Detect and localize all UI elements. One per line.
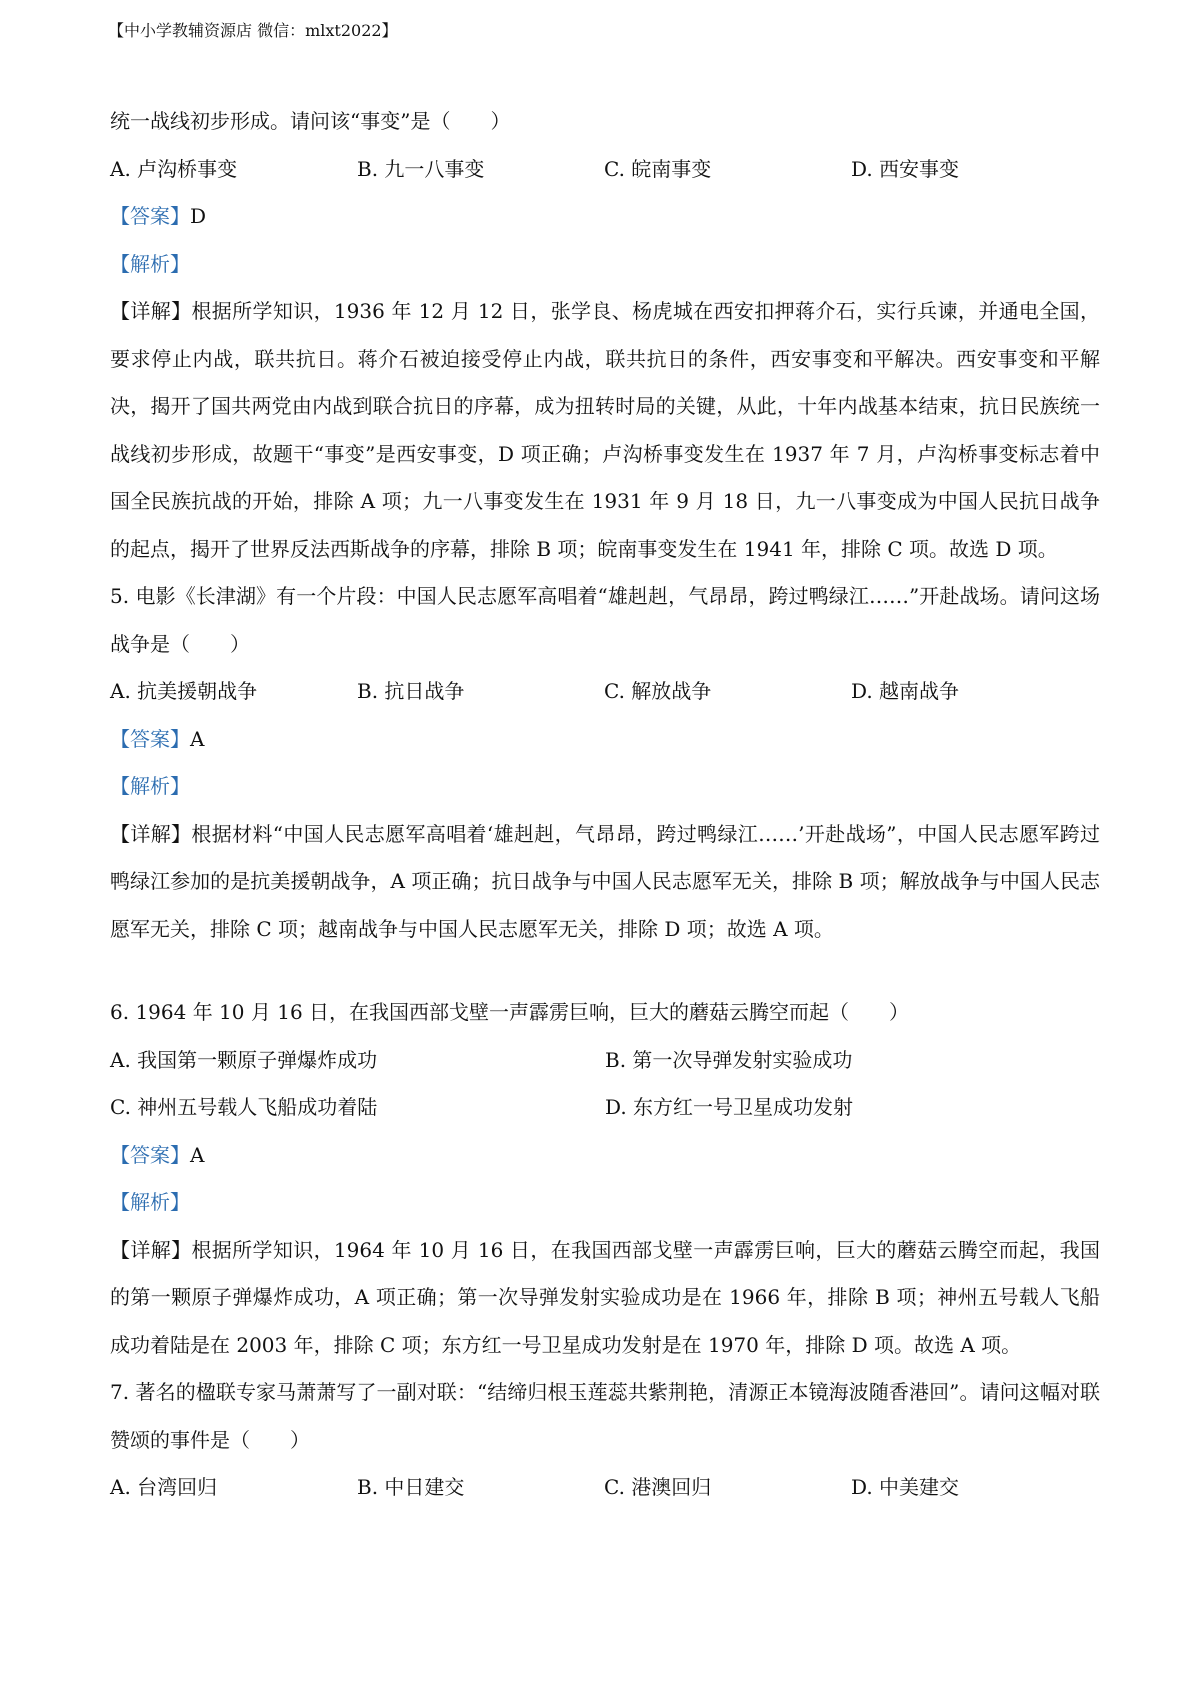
detail-tag: 【详解】 [110,299,192,323]
q6-detail [110,1227,1100,1370]
detail-text: 根据材料“中国人民志愿军高唱着‘雄赳赳，气昂昂，跨过鸭绿江……’开赴战场”，中国人民志愿军跨过鸭绿江参加的是抗美援朝战争，A 项正确；抗日战争与中国人民志愿军无关，排除 B 项；解放战争与中国人民志愿军无关，排除 C 项；越南战争与中国人民志愿军无关，排除 D 项；故选 A 项。 [110,821,1100,941]
answer-value: D [190,204,207,228]
q6-option-b: B. 第一次导弹发射实验成功 [605,1047,853,1072]
q4-detail [110,288,1100,573]
q5-option-c: C. 解放战争 [604,679,712,703]
q5-option-a: A. 抗美援朝战争 [110,679,258,703]
detail-text: 根据所学知识，1964 年 10 月 16 日，在我国西部戈壁一声霹雳巨响，巨大的蘑菇云腾空而起，我国的第一颗原子弹爆炸成功，A 项正确；第一次导弹发射实验成功是在 1966 年，排除 B 项；神州五号载人飞船成功着陆是在 2003 年，排除 C 项；东方红一号卫星成功发射是在 1970 年，排除 D 项。故选 A 项。 [110,1237,1101,1357]
q4-stem-tail: 统一战线初步形成。请问该“事变”是（ ） [110,109,511,133]
q4-option-b: B. 九一八事变 [357,156,485,181]
q5-option-d: D. 越南战争 [851,679,960,703]
detail-tag: 【详解】 [110,821,192,846]
q7-option-b: B. 中日建交 [357,1475,465,1499]
q6-analysis [110,1179,1100,1227]
q4-option-c: C. 皖南事变 [604,156,712,181]
analysis-tag: 【解析】 [110,774,190,798]
q5-option-b: B. 抗日战争 [357,679,465,703]
q4-option-a: A. 卢沟桥事变 [110,156,238,181]
q4-answer [110,193,1100,241]
q7-option-c: C. 港澳回归 [604,1475,712,1499]
q6-options-row1 [110,1037,1100,1085]
q7-option-d: D. 中美建交 [851,1475,960,1499]
answer-value: A [190,726,205,751]
answer-tag: 【答案】 [110,204,190,228]
q6-option-a: A. 我国第一颗原子弹爆炸成功 [110,1047,378,1072]
q4-options [110,146,1100,194]
q7-option-a: A. 台湾回归 [110,1475,218,1499]
detail-text: 根据所学知识，1936 年 12 月 12 日，张学良、杨虎城在西安扣押蒋介石，实行兵谏，并通电全国，要求停止内战，联共抗日。蒋介石被迫接受停止内战，联共抗日的条件，西安事变和平解决。西安事变和平解决，揭开了国共两党由内战到联合抗日的序幕，成为扭转时局的关键，从此，十年内战基本结束，抗日民族统一战线初步形成，故题干“事变”是西安事变，D 项正确；卢沟桥事变发生在 1937 年 7 月，卢沟桥事变标志着中国全民族抗战的开始，排除 A 项；九一八事变发生在 1931 年 9 月 18 日，九一八事变成为中国人民抗日战争的起点，揭开了世界反法西斯战争的序幕，排除 B 项；皖南事变发生在 1941 年，排除 C 项。故选 D 项。 [110,299,1101,561]
answer-tag: 【答案】 [110,1142,190,1167]
q6-options-row2 [110,1084,1100,1132]
q4-option-d: D. 西安事变 [851,156,960,181]
q5-answer [110,716,1100,764]
exam-page [110,98,1100,1512]
q6-option-c: C. 神州五号载人飞船成功着陆 [110,1095,378,1119]
analysis-tag: 【解析】 [110,1190,190,1214]
answer-tag: 【答案】 [110,726,190,751]
q6-stem: 6. 1964 年 10 月 16 日，在我国西部戈壁一声霹雳巨响，巨大的蘑菇云腾空而起（ ） [110,1000,910,1024]
spacer [110,953,1100,989]
q6-option-d: D. 东方红一号卫星成功发射 [605,1095,854,1119]
q5-detail [110,811,1100,954]
page-header: 【中小学教辅资源店 微信：mlxt2022】 [108,21,398,40]
q7-stem: 7. 著名的楹联专家马萧萧写了一副对联：“结缔归根玉莲蕊共紫荆艳，清源正本镜海波随香港回”。请问这幅对联赞颂的事件是（ ） [110,1380,1100,1452]
answer-value: A [190,1142,205,1167]
q7-options [110,1464,1100,1512]
q5-stem: 5. 电影《长津湖》有一个片段：中国人民志愿军高唱着“雄赳赳，气昂昂，跨过鸭绿江……”开赴战场。请问这场战争是（ ） [110,584,1100,656]
q5-analysis [110,763,1100,811]
analysis-tag: 【解析】 [110,251,190,276]
q6-answer [110,1132,1100,1180]
q5-options [110,668,1100,716]
detail-tag: 【详解】 [110,1237,192,1262]
q4-analysis [110,241,1100,289]
